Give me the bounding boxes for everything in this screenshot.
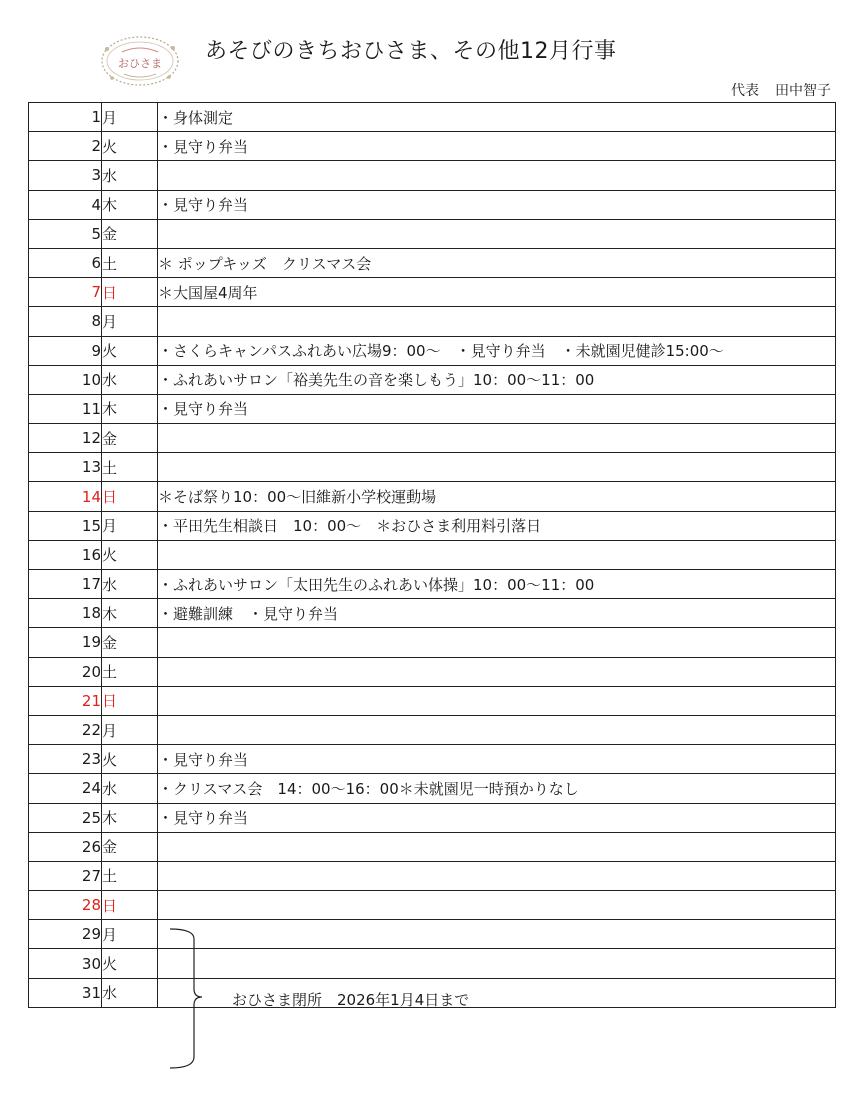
weekday: 土 xyxy=(102,657,158,686)
day-row xyxy=(29,540,836,569)
event-text xyxy=(158,307,836,336)
weekday: 木 xyxy=(102,803,158,832)
weekday: 火 xyxy=(102,745,158,774)
weekday: 日 xyxy=(102,482,158,511)
day-row xyxy=(29,453,836,482)
weekday: 水 xyxy=(102,570,158,599)
day-number: 17 xyxy=(29,570,102,599)
event-text xyxy=(158,891,836,920)
day-row xyxy=(29,891,836,920)
day-number: 28 xyxy=(29,891,102,920)
event-text: ・避難訓練 ・見守り弁当 xyxy=(158,599,836,628)
day-row xyxy=(29,424,836,453)
event-text xyxy=(158,920,836,949)
weekday: 日 xyxy=(102,278,158,307)
weekday: 土 xyxy=(102,861,158,890)
event-text: ・見守り弁当 xyxy=(158,803,836,832)
day-number: 10 xyxy=(29,365,102,394)
day-row xyxy=(29,949,836,978)
event-text xyxy=(158,628,836,657)
weekday: 火 xyxy=(102,949,158,978)
day-row xyxy=(29,861,836,890)
day-number: 20 xyxy=(29,657,102,686)
closure-note: おひさま閉所 2026年1月4日まで xyxy=(232,991,470,1009)
schedule-table xyxy=(28,102,836,1008)
event-text xyxy=(158,657,836,686)
event-text: ・ふれあいサロン「太田先生のふれあい体操」10：00～11：00 xyxy=(158,570,836,599)
weekday: 月 xyxy=(102,920,158,949)
day-number: 13 xyxy=(29,453,102,482)
day-row xyxy=(29,715,836,744)
page-title: あそびのきちおひさま、その他12月行事 xyxy=(205,39,617,64)
weekday: 水 xyxy=(102,978,158,1007)
day-row xyxy=(29,482,836,511)
event-text xyxy=(158,861,836,890)
day-number: 23 xyxy=(29,745,102,774)
day-number: 14 xyxy=(29,482,102,511)
weekday: 金 xyxy=(102,219,158,248)
weekday: 土 xyxy=(102,248,158,277)
day-number: 4 xyxy=(29,190,102,219)
weekday: 火 xyxy=(102,336,158,365)
day-number: 21 xyxy=(29,686,102,715)
day-number: 11 xyxy=(29,394,102,423)
day-number: 5 xyxy=(29,219,102,248)
day-number: 8 xyxy=(29,307,102,336)
day-number: 30 xyxy=(29,949,102,978)
weekday: 木 xyxy=(102,394,158,423)
day-number: 7 xyxy=(29,278,102,307)
event-text: ・クリスマス会 14：00～16：00＊未就園児一時預かりなし xyxy=(158,774,836,803)
day-number: 19 xyxy=(29,628,102,657)
day-number: 18 xyxy=(29,599,102,628)
weekday: 水 xyxy=(102,161,158,190)
event-text: ・見守り弁当 xyxy=(158,394,836,423)
representative-label: 代表 xyxy=(731,83,759,99)
day-number: 12 xyxy=(29,424,102,453)
day-number: 22 xyxy=(29,715,102,744)
day-row xyxy=(29,686,836,715)
weekday: 月 xyxy=(102,307,158,336)
weekday: 月 xyxy=(102,103,158,132)
event-text: ・身体測定 xyxy=(158,103,836,132)
weekday: 月 xyxy=(102,715,158,744)
representative-name: 田中智子 xyxy=(775,83,831,99)
event-text xyxy=(158,715,836,744)
weekday: 木 xyxy=(102,599,158,628)
day-number: 31 xyxy=(29,978,102,1007)
day-number: 15 xyxy=(29,511,102,540)
svg-text:おひさま: おひさま xyxy=(118,57,162,70)
event-text xyxy=(158,219,836,248)
day-row xyxy=(29,307,836,336)
day-row xyxy=(29,570,836,599)
day-row xyxy=(29,336,836,365)
weekday: 火 xyxy=(102,132,158,161)
event-text xyxy=(158,832,836,861)
weekday: 日 xyxy=(102,891,158,920)
day-row xyxy=(29,599,836,628)
event-text: ・さくらキャンパスふれあい広場9：00～ ・見守り弁当 ・未就園児健診15:00～ xyxy=(158,336,836,365)
day-row xyxy=(29,832,836,861)
day-number: 6 xyxy=(29,248,102,277)
event-text: ・ふれあいサロン「裕美先生の音を楽しもう」10：00～11：00 xyxy=(158,365,836,394)
day-row xyxy=(29,248,836,277)
weekday: 金 xyxy=(102,424,158,453)
ohisama-logo xyxy=(98,34,182,88)
day-row xyxy=(29,278,836,307)
day-number: 27 xyxy=(29,861,102,890)
day-row xyxy=(29,190,836,219)
day-number: 1 xyxy=(29,103,102,132)
day-number: 2 xyxy=(29,132,102,161)
day-number: 26 xyxy=(29,832,102,861)
event-text: ・見守り弁当 xyxy=(158,745,836,774)
weekday: 水 xyxy=(102,774,158,803)
day-row xyxy=(29,774,836,803)
day-row xyxy=(29,219,836,248)
event-text: ＊そば祭り10：00～旧維新小学校運動場 xyxy=(158,482,836,511)
day-row xyxy=(29,132,836,161)
event-text xyxy=(158,686,836,715)
day-number: 16 xyxy=(29,540,102,569)
day-row xyxy=(29,657,836,686)
day-row xyxy=(29,920,836,949)
event-text xyxy=(158,540,836,569)
day-number: 29 xyxy=(29,920,102,949)
weekday: 水 xyxy=(102,365,158,394)
day-row xyxy=(29,803,836,832)
event-text xyxy=(158,161,836,190)
weekday: 木 xyxy=(102,190,158,219)
event-text: ＊ ポップキッズ クリスマス会 xyxy=(158,248,836,277)
event-text xyxy=(158,424,836,453)
event-text xyxy=(158,453,836,482)
event-text: ・見守り弁当 xyxy=(158,190,836,219)
weekday: 日 xyxy=(102,686,158,715)
weekday: 金 xyxy=(102,832,158,861)
weekday: 金 xyxy=(102,628,158,657)
event-text: ＊大国屋4周年 xyxy=(158,278,836,307)
day-number: 3 xyxy=(29,161,102,190)
day-row xyxy=(29,103,836,132)
event-text: ・平田先生相談日 10：00～ ＊おひさま利用料引落日 xyxy=(158,511,836,540)
day-number: 24 xyxy=(29,774,102,803)
event-text: ・見守り弁当 xyxy=(158,132,836,161)
day-number: 9 xyxy=(29,336,102,365)
day-row xyxy=(29,394,836,423)
weekday: 土 xyxy=(102,453,158,482)
representative xyxy=(731,80,831,100)
day-row xyxy=(29,628,836,657)
weekday: 火 xyxy=(102,540,158,569)
day-number: 25 xyxy=(29,803,102,832)
day-row xyxy=(29,511,836,540)
closure-bracket xyxy=(168,927,202,1071)
day-row xyxy=(29,365,836,394)
event-text xyxy=(158,949,836,978)
weekday: 月 xyxy=(102,511,158,540)
day-row xyxy=(29,745,836,774)
day-row xyxy=(29,161,836,190)
